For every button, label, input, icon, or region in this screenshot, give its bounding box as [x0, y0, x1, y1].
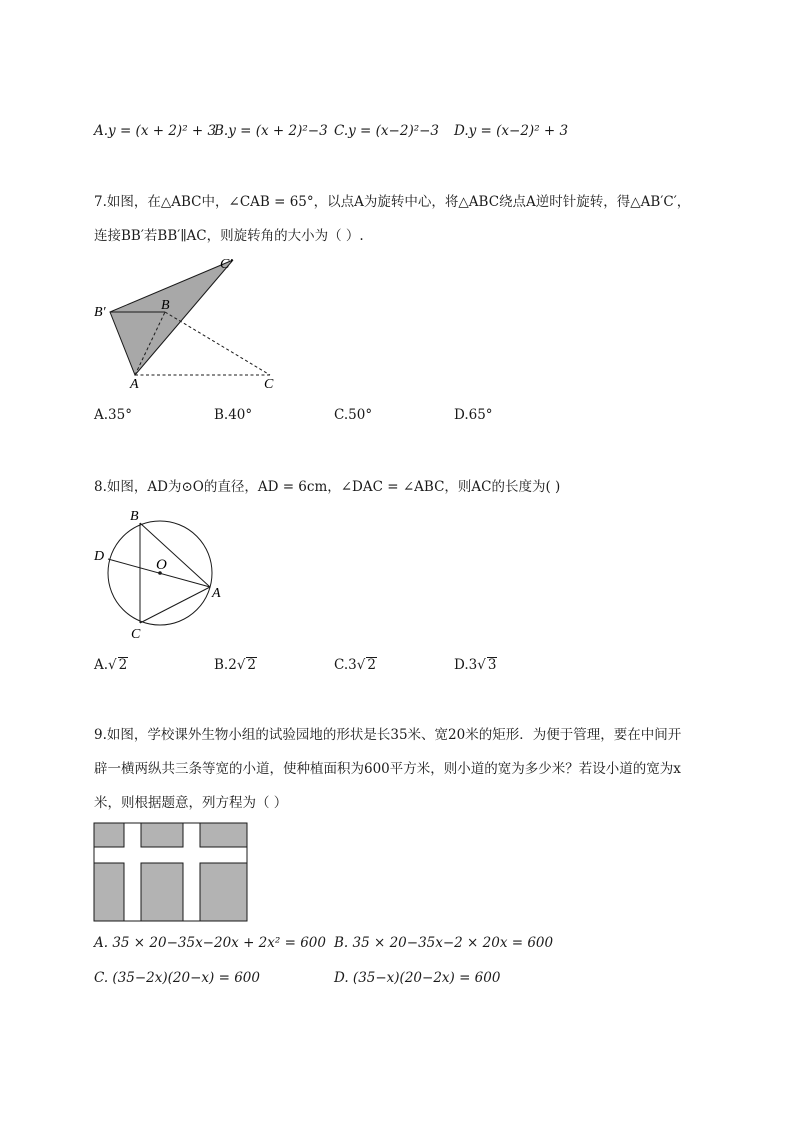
q8-option-b-radicand: 2: [247, 657, 257, 673]
q8-figure: [90, 505, 240, 645]
q6-option-a: A.y = (x + 2)² + 3: [94, 123, 217, 139]
q9-text-line3: 米，则根据题意，列方程为（ ）: [94, 795, 288, 811]
sqrt-icon: √: [356, 657, 366, 673]
q8-option-a-prefix: A.: [94, 657, 109, 673]
q7-option-a: A.35°: [94, 407, 132, 423]
q9-plot: [94, 823, 124, 847]
q8-option-d-prefix: D.: [454, 657, 469, 673]
q8-option-b-coef: 2: [228, 657, 237, 673]
q9-plot: [141, 823, 183, 847]
sqrt-icon: √: [477, 657, 486, 673]
q9-text-line2: 辟一横两纵共三条等宽的小道，使种植面积为600平方米，则小道的宽为多少米？若设小道的宽为x: [94, 761, 681, 777]
q9-plot: [94, 863, 124, 921]
sqrt-icon: √: [108, 657, 117, 673]
q8-option-b-prefix: B.: [214, 657, 229, 673]
q8-option-d-radicand: 3: [487, 657, 497, 673]
q9-option-a: A. 35 × 20−35x−20x + 2x² = 600: [94, 935, 326, 951]
q8-label-c: C: [131, 627, 141, 642]
q9-plot: [200, 823, 247, 847]
q7-option-c: C.50°: [334, 407, 373, 423]
q8-option-a-radicand: 2: [118, 657, 128, 673]
q8-option-c-coef: 3: [348, 657, 357, 673]
q8-option-d-coef: 3: [468, 657, 478, 673]
q7-rotated-triangle: [110, 260, 233, 375]
q7-figure: [90, 252, 290, 392]
q7-option-b: B.40°: [214, 407, 253, 423]
q9-option-c: C. (35−2x)(20−x) = 600: [94, 970, 260, 986]
q9-option-b: B. 35 × 20−35x−2 × 20x = 600: [334, 935, 554, 951]
q6-option-d: D.y = (x−2)² + 3: [454, 123, 569, 139]
q7-option-d: D.65°: [454, 407, 493, 423]
q8-label-b: B: [130, 509, 139, 524]
q9-text-line1: 9.如图，学校课外生物小组的试验园地的形状是长35米、宽20米的矩形．为便于管理，要在中间开: [94, 727, 682, 743]
q8-option-c: [334, 657, 377, 673]
q8-option-a: [94, 657, 128, 673]
q6-option-b: B.y = (x + 2)²−3: [214, 123, 328, 139]
q8-chord-ca: [140, 587, 210, 623]
q8-option-b: [214, 657, 257, 673]
q7-label-b-prime: B′: [94, 305, 106, 320]
q8-option-c-radicand: 2: [367, 657, 376, 673]
q9-plot: [141, 863, 183, 921]
q8-label-a: A: [212, 586, 221, 601]
q7-segment-bc: [165, 312, 270, 375]
q7-text-line1: 7.如图，在△ABC中，∠CAB = 65°，以点A为旋转中心，将△ABC绕点A逆时针旋转，得△AB′C′，: [94, 194, 691, 210]
q6-option-c: C.y = (x−2)²−3: [334, 123, 440, 139]
q8-text-line1: 8.如图，AD为⊙O的直径，AD = 6cm，∠DAC = ∠ABC，则AC的长度为( ): [94, 479, 561, 495]
q9-garden-figure: [93, 822, 249, 923]
q8-label-o: O: [156, 557, 167, 573]
q8-label-d: D: [94, 549, 105, 564]
q8-option-d: [454, 657, 497, 673]
sqrt-icon: √: [236, 657, 246, 673]
q7-label-b: B: [161, 298, 170, 313]
q7-text-line2: 连接BB′若BB′∥AC，则旋转角的大小为（ ）.: [94, 228, 364, 244]
q8-option-c-prefix: C.: [334, 657, 349, 673]
q9-option-d: D. (35−x)(20−2x) = 600: [334, 970, 501, 986]
q7-label-c-prime: C′: [220, 257, 233, 272]
q7-label-a: A: [130, 377, 139, 392]
q9-plot: [200, 863, 247, 921]
q7-label-c: C: [264, 377, 274, 392]
